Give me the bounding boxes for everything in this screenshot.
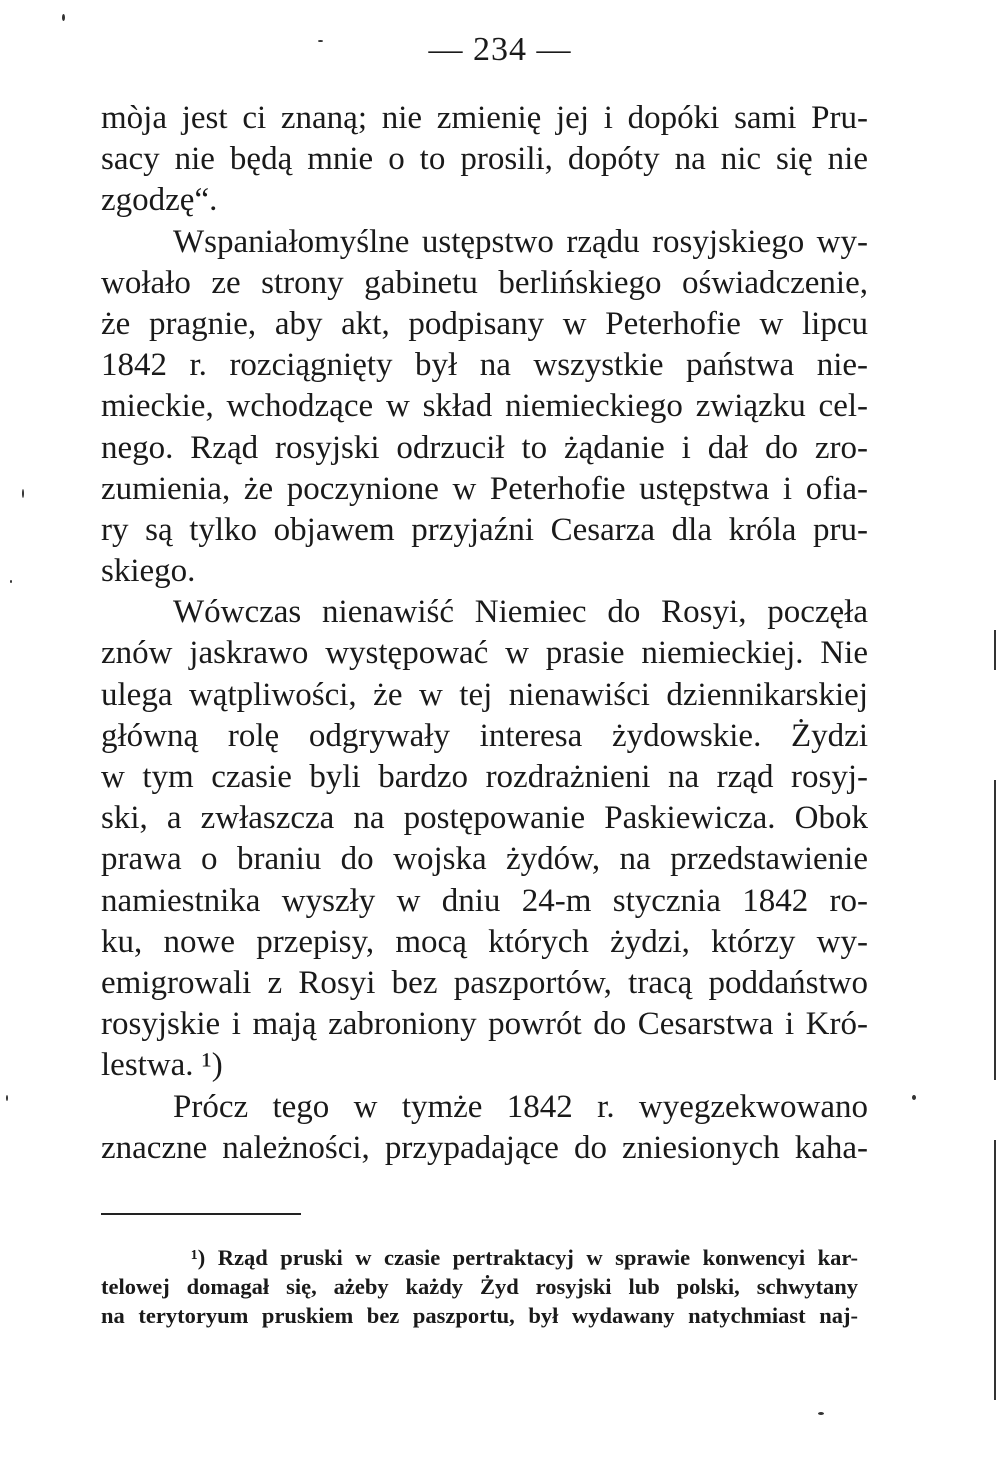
text-line: że pragnie, aby akt, podpisany w Peterhofie w lipcu xyxy=(101,305,868,342)
text-line: zumienia, że poczynione w Peterhofie ustępstwa i ofia- xyxy=(101,470,868,507)
scan-speck xyxy=(818,1412,824,1415)
scan-speck xyxy=(10,580,12,583)
text-line: 1842 r. rozciągnięty był na wszystkie państwa nie- xyxy=(101,347,868,384)
scan-speck xyxy=(994,780,996,1080)
scan-speck xyxy=(318,40,323,42)
text-line: skiego. xyxy=(101,553,196,590)
text-line: Wspaniałomyślne ustępstwo rządu rosyjskiego wy- xyxy=(173,223,868,260)
main-text xyxy=(101,98,868,1169)
page-number: — 234 — xyxy=(428,31,572,68)
scan-speck xyxy=(912,1095,916,1100)
scan-speck xyxy=(994,630,996,670)
text-line: Prócz tego w tymże 1842 r. wyegzekwowano xyxy=(173,1088,868,1125)
footnote-divider xyxy=(101,1213,301,1215)
footnote-line: telowej domagał się, ażeby każdy Żyd rosyjski lub polski, schwytany xyxy=(101,1274,858,1299)
text-line: w tym czasie byli bardzo rozdrażnieni na rząd rosyj- xyxy=(101,759,868,795)
text-line: lestwa. ¹) xyxy=(101,1047,223,1084)
text-line: mòja jest ci znaną; nie zmienię jej i dopóki sami Pru- xyxy=(101,100,868,136)
text-line: ski, a zwłaszcza na postępowanie Paskiewicza. Obok xyxy=(101,800,868,837)
text-line: mieckie, wchodzące w skład niemieckiego związku cel- xyxy=(101,388,868,425)
text-line: prawa o braniu do wojska żydów, na przedstawienie xyxy=(101,841,868,878)
text-line: emigrowali z Rosyi bez paszportów, tracą poddaństwo xyxy=(101,964,868,1001)
scan-speck xyxy=(994,1140,996,1400)
text-line: namiestnika wyszły w dniu 24-m stycznia 1842 ro- xyxy=(101,882,868,919)
footnote-line: na terytoryum pruskiem bez paszportu, był wydawany natychmiast naj- xyxy=(101,1303,858,1328)
text-line: Wówczas nienawiść Niemiec do Rosyi, poczęła xyxy=(173,594,868,631)
scan-speck xyxy=(62,14,65,21)
text-line: znów jaskrawo występować w prasie niemieckiej. Nie xyxy=(101,635,868,672)
text-line: główną rolę odgrywały interesa żydowskie. Żydzi xyxy=(101,717,868,754)
text-line: zgodzę“. xyxy=(101,182,218,219)
scan-speck xyxy=(22,489,24,498)
text-line: wołało ze strony gabinetu berlińskiego oświadczenie, xyxy=(101,264,868,301)
text-line: sacy nie będą mnie o to prosili, dopóty na nic się nie xyxy=(101,141,868,178)
text-line: ku, nowe przepisy, mocą których żydzi, którzy wy- xyxy=(101,923,868,960)
footnote xyxy=(101,1243,858,1330)
text-line: ry są tylko objawem przyjaźni Cesarza dla króla pru- xyxy=(101,511,868,548)
text-line: znaczne należności, przypadające do zniesionych kaha- xyxy=(101,1129,868,1166)
text-line: nego. Rząd rosyjski odrzucił to żądanie i dał do zro- xyxy=(101,429,868,466)
scan-speck xyxy=(6,1095,8,1101)
text-line: ulega wątpliwości, że w tej nienawiści dziennikarskiej xyxy=(101,676,868,713)
footnote-line: ¹) Rząd pruski w czasie pertraktacyj w sprawie konwencyi kar- xyxy=(191,1245,858,1270)
text-line: rosyjskie i mają zabroniony powrót do Cesarstwa i Kró- xyxy=(101,1006,868,1043)
